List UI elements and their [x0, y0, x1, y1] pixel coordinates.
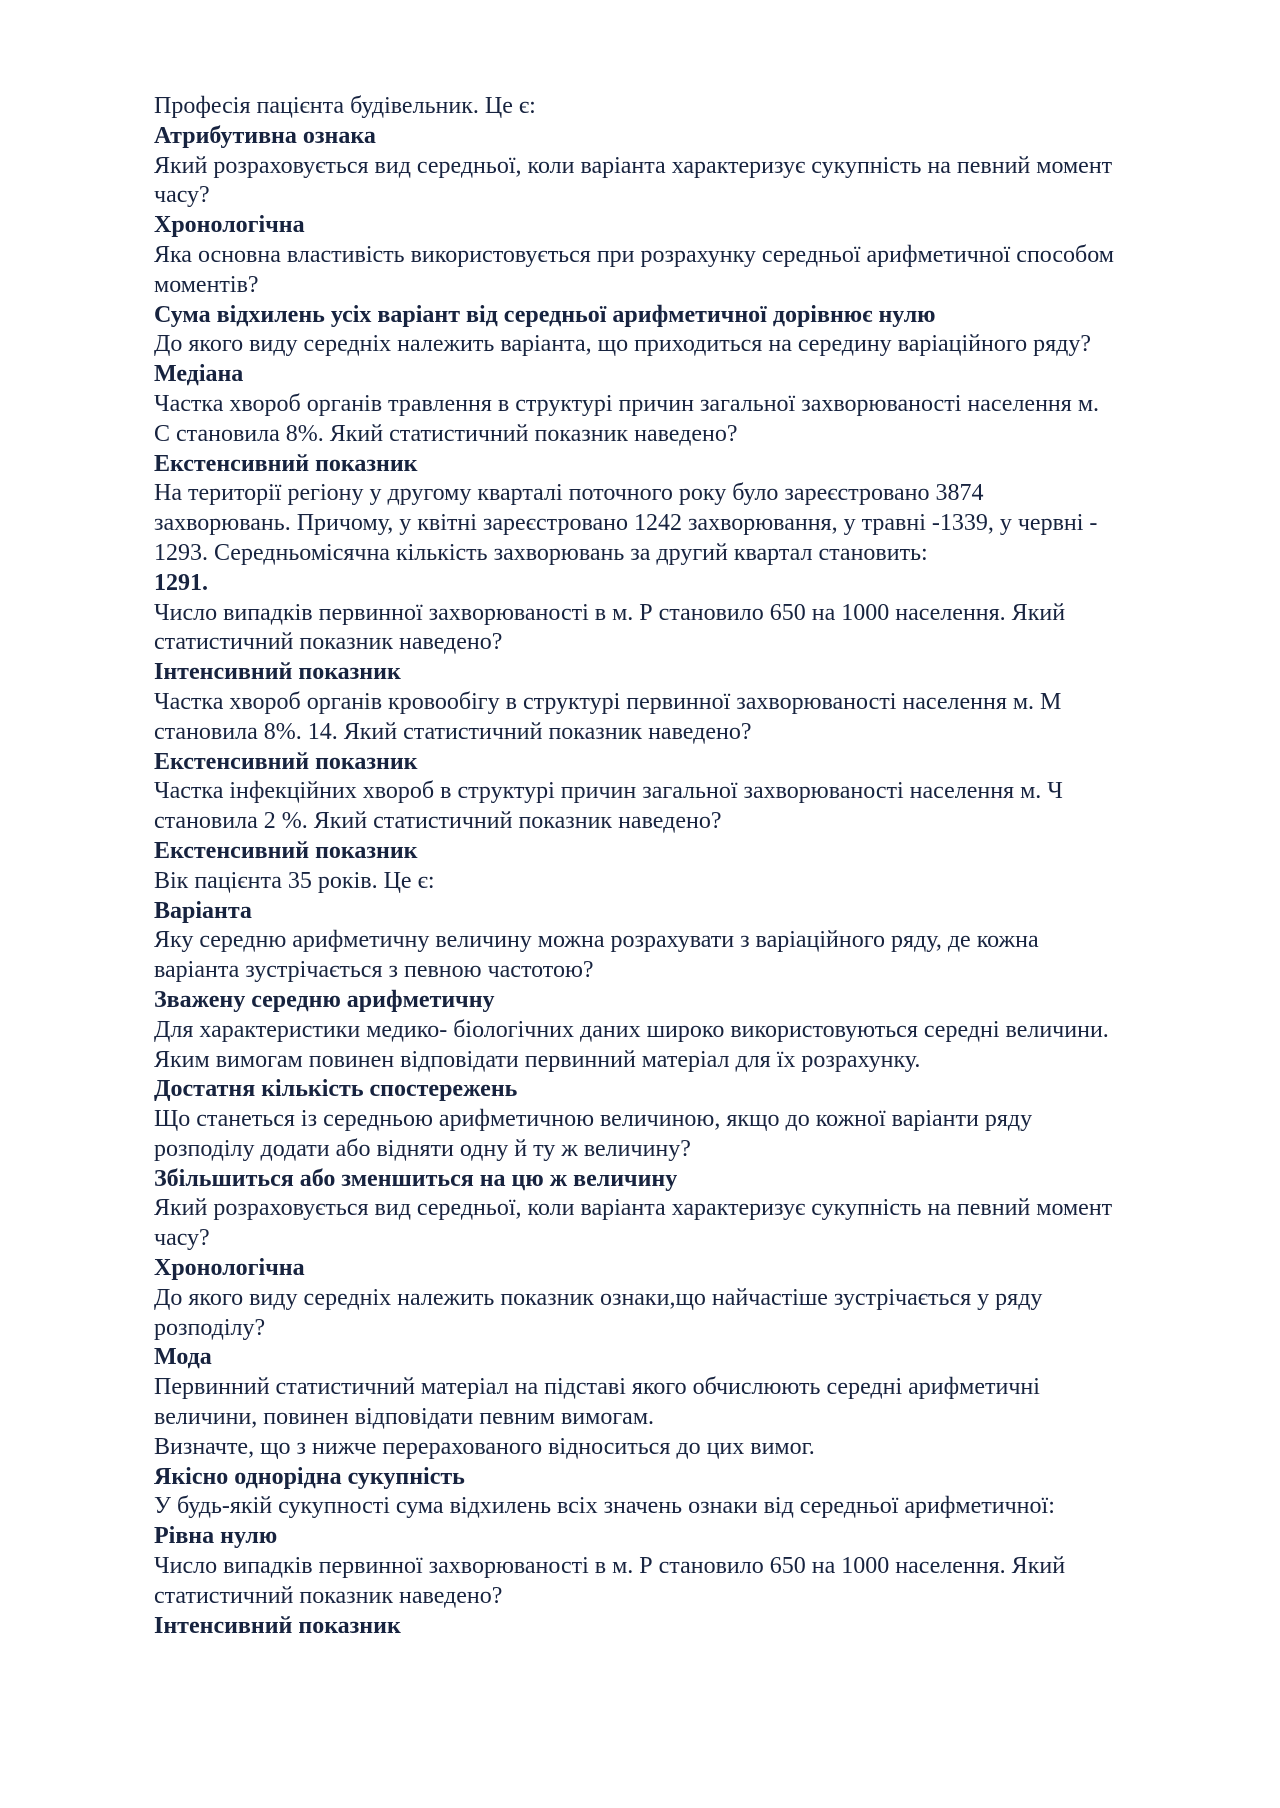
question-text: [154, 1284, 1204, 1344]
qa-item: [154, 1373, 1204, 1492]
qa-item: [154, 1492, 1204, 1552]
answer-text: Варіанта: [154, 897, 252, 924]
question-line: У будь-якій сукупності сума відхилень всіх значень ознаки від середньої арифметичної:: [154, 1493, 1055, 1520]
answer-text: Хронологічна: [154, 212, 305, 239]
question-text: [154, 777, 1204, 837]
question-line: захворювань. Причому, у квітні зареєстровано 1242 захворювання, у травні -1339, у червні -: [154, 510, 1098, 537]
question-text: [154, 390, 1204, 450]
answer-text: Інтенсивний показник: [154, 1612, 401, 1639]
question-text: [154, 1492, 1204, 1522]
question-line: Число випадків первинної захворюваності в м. Р становило 650 на 1000 населення. Який: [154, 599, 1066, 626]
question-line: розподілу додати або відняти одну й ту ж величину?: [154, 1135, 691, 1162]
question-text: [154, 152, 1204, 212]
question-line: Яка основна властивість використовується при розрахунку середньої арифметичної способом: [154, 241, 1114, 268]
question-line: Вік пацієнта 35 років. Це є:: [154, 867, 435, 894]
question-line: статистичний показник наведено?: [154, 629, 503, 656]
question-line: Яким вимогам повинен відповідати первинний матеріал для їх розрахунку.: [154, 1046, 921, 1073]
question-text: [154, 241, 1204, 301]
answer-text: 1291.: [154, 569, 208, 596]
answer-text: Атрибутивна ознака: [154, 122, 376, 149]
qa-item: [154, 92, 1204, 152]
qa-item: [154, 867, 1204, 927]
answer-text: Достатня кількість спостережень: [154, 1076, 518, 1103]
question-line: Професія пацієнта будівельник. Це є:: [154, 93, 536, 119]
question-text: [154, 1552, 1204, 1612]
question-text: [154, 479, 1204, 568]
question-line: величини, повинен відповідати певним вимогам.: [154, 1404, 655, 1431]
qa-item: [154, 1194, 1204, 1283]
qa-item: [154, 241, 1204, 330]
question-line: Визначте, що з нижче перерахованого відноситься до цих вимог.: [154, 1433, 815, 1460]
question-line: часу?: [154, 1225, 210, 1252]
qa-item: [154, 1016, 1204, 1105]
answer-text: Рівна нулю: [154, 1523, 278, 1550]
question-line: моментів?: [154, 271, 259, 298]
question-text: [154, 1016, 1204, 1076]
question-line: Число випадків первинної захворюваності в м. Р становило 650 на 1000 населення. Який: [154, 1553, 1066, 1580]
question-line: статистичний показник наведено?: [154, 1582, 503, 1609]
qa-item: [154, 926, 1204, 1015]
question-text: [154, 867, 1204, 897]
qa-item: [154, 688, 1204, 777]
question-line: Частка інфекційних хвороб в структурі причин загальної захворюваності населення м. Ч: [154, 778, 1063, 805]
qa-item: [154, 777, 1204, 866]
question-text: [154, 330, 1204, 360]
answer-text: Збільшиться або зменшиться на цю ж величину: [154, 1165, 678, 1192]
question-text: [154, 926, 1204, 986]
qa-item: [154, 1105, 1204, 1194]
answer-text: Екстенсивний показник: [154, 450, 418, 477]
question-line: На території регіону у другому кварталі поточного року було зареєстровано 3874: [154, 480, 984, 507]
qa-item: [154, 330, 1204, 390]
question-text: [154, 92, 1204, 122]
answer-text: Екстенсивний показник: [154, 748, 418, 775]
question-line: До якого виду середніх належить варіанта, що приходиться на середину варіаційного ряду?: [154, 331, 1092, 358]
qa-item: [154, 390, 1204, 479]
question-text: [154, 1194, 1204, 1254]
question-line: розподілу?: [154, 1314, 266, 1341]
question-text: [154, 688, 1204, 748]
answer-text: Екстенсивний показник: [154, 837, 418, 864]
answer-text: Сума відхилень усіх варіант від середньої арифметичної дорівнює нулю: [154, 301, 936, 328]
answer-text: Зважену середню арифметичну: [154, 986, 495, 1013]
question-line: Який розраховується вид середньої, коли варіанта характеризує сукупність на певний момент: [154, 152, 1113, 179]
question-line: Який розраховується вид середньої, коли варіанта характеризує сукупність на певний момент: [154, 1195, 1113, 1222]
question-line: 1293. Середньомісячна кількість захворювань за другий квартал становить:: [154, 539, 928, 566]
question-text: [154, 599, 1204, 659]
answer-text: Інтенсивний показник: [154, 659, 401, 686]
question-line: становила 2 %. Який статистичний показник наведено?: [154, 808, 722, 835]
question-line: Що станеться із середньою арифметичною величиною, якщо до кожної варіанти ряду: [154, 1106, 1033, 1133]
qa-item: [154, 479, 1204, 598]
answer-text: Якісно однорідна сукупність: [154, 1463, 465, 1490]
question-line: До якого виду середніх належить показник ознаки,що найчастіше зустрічається у ряду: [154, 1284, 1043, 1311]
question-text: [154, 1373, 1204, 1462]
question-line: Частка хвороб органів кровообігу в структурі первинної захворюваності населення м. М: [154, 688, 1062, 715]
answer-text: Хронологічна: [154, 1255, 305, 1282]
qa-item: [154, 1552, 1204, 1641]
question-line: Для характеристики медико- біологічних даних широко використовуються середні величини.: [154, 1016, 1109, 1043]
qa-item: [154, 599, 1204, 688]
question-line: Яку середню арифметичну величину можна розрахувати з варіаційного ряду, де кожна: [154, 927, 1039, 954]
question-text: [154, 1105, 1204, 1165]
question-line: Частка хвороб органів травлення в структурі причин загальної захворюваності населення м.: [154, 390, 1099, 417]
question-line: часу?: [154, 182, 210, 209]
document-page: [154, 92, 1204, 1641]
question-line: Первинний статистичний матеріал на підставі якого обчислюють середні арифметичні: [154, 1374, 1040, 1401]
question-line: С становила 8%. Який статистичний показник наведено?: [154, 420, 738, 447]
qa-item: [154, 1284, 1204, 1373]
answer-text: Медіана: [154, 361, 244, 388]
qa-item: [154, 152, 1204, 241]
answer-text: Мода: [154, 1344, 212, 1371]
question-line: варіанта зустрічається з певною частотою?: [154, 957, 594, 984]
question-line: становила 8%. 14. Який статистичний показник наведено?: [154, 718, 752, 745]
